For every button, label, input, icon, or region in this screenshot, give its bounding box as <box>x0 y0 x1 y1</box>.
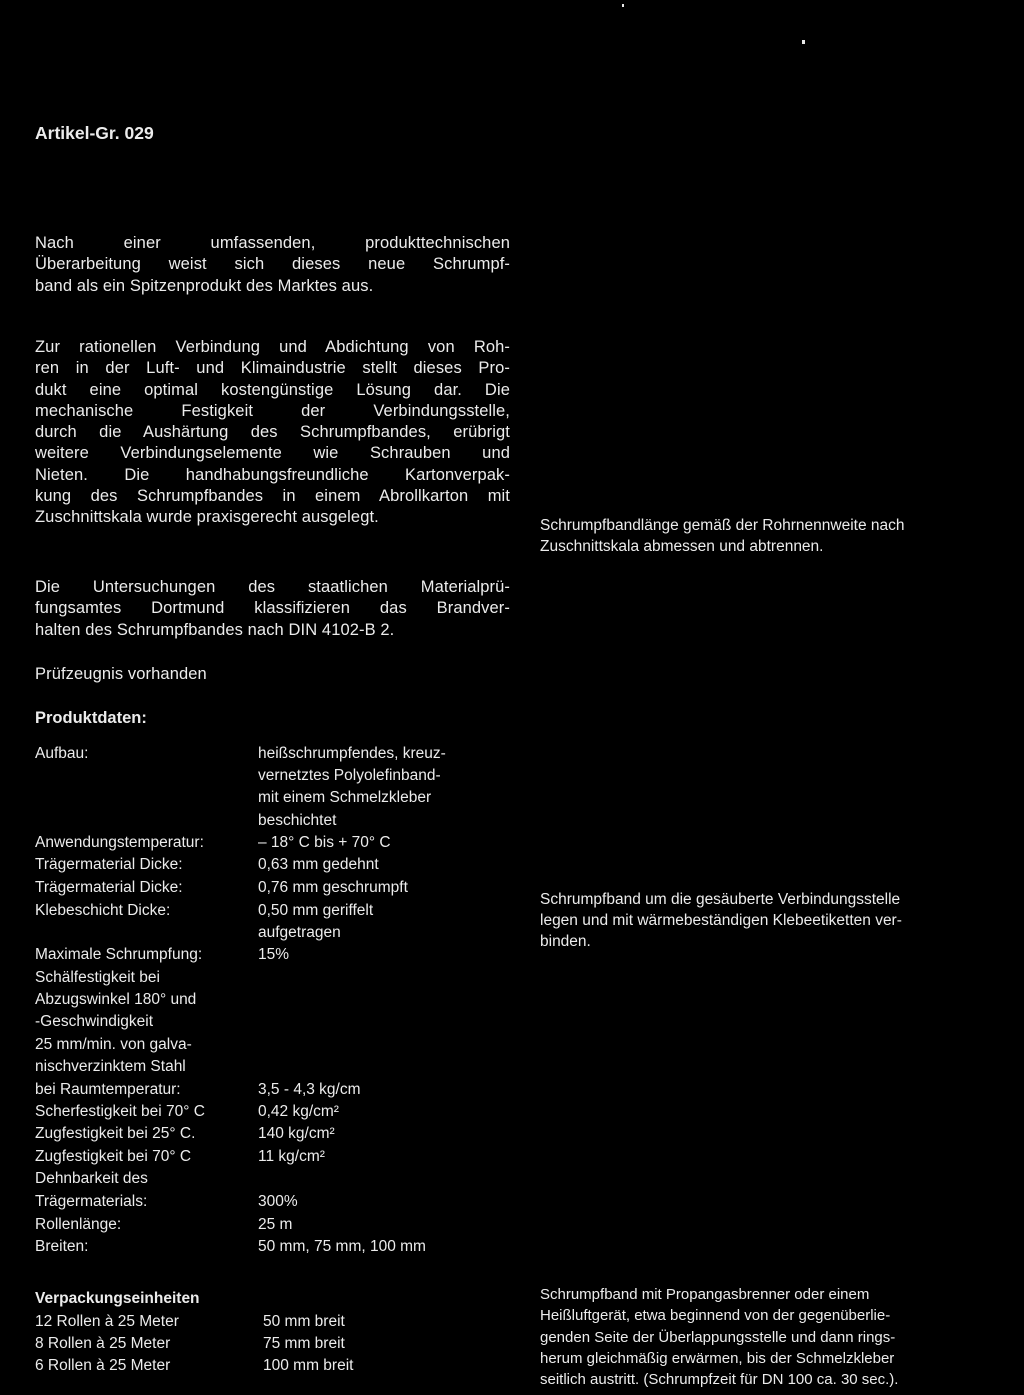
row-value: 0,63 mm gedehnt <box>258 856 379 873</box>
row-value: vernetztes Polyolefinband- <box>258 767 441 784</box>
row-label: Dehnbarkeit des <box>35 1170 148 1187</box>
text-line: dukt eine optimal kostengünstige Lösung dar. Die <box>35 380 510 399</box>
text-line: band als ein Spitzenprodukt des Marktes aus. <box>35 276 374 295</box>
row-label: Abzugswinkel 180° und <box>35 991 197 1008</box>
text-line: Schrumpfband mit Propangasbrenner oder einem <box>540 1286 870 1303</box>
text-line: herum gleichmäßig erwärmen, bis der Schmelzkleber <box>540 1349 895 1367</box>
packaging-width: 100 mm breit <box>263 1357 354 1374</box>
row-value: 140 kg/cm² <box>258 1125 335 1142</box>
row-label: Maximale Schrumpfung: <box>35 946 203 963</box>
text-line: ren in der Luft- und Klimaindustrie stellt dieses Pro- <box>35 359 510 378</box>
text-line: Nach einer umfassenden, produkttechnischen <box>35 234 510 252</box>
scan-speck <box>802 40 805 44</box>
row-value: aufgetragen <box>258 924 341 941</box>
instruction-step-2 <box>540 889 1020 952</box>
text-line: Heißluftgerät, etwa beginnend von der gegenüberlie- <box>540 1307 891 1325</box>
row-label: Anwendungstemperatur: <box>35 834 204 851</box>
row-label: Scherfestigkeit bei 70° C <box>35 1103 205 1120</box>
row-value: heißschrumpfendes, kreuz- <box>258 745 446 762</box>
row-label: Zugfestigkeit bei 25° C. <box>35 1125 196 1142</box>
text-line: Schrumpfband um die gesäuberte Verbindungsstelle <box>540 891 901 908</box>
packaging-width: 75 mm breit <box>263 1335 345 1352</box>
application-paragraph <box>35 337 510 529</box>
text-line: durch die Aushärtung des Schrumpfbandes, erübrigt <box>35 423 510 442</box>
packaging-width: 50 mm breit <box>263 1313 345 1330</box>
scan-speck <box>622 4 624 7</box>
packaging-quantity: 12 Rollen à 25 Meter <box>35 1313 179 1330</box>
row-label: -Geschwindigkeit <box>35 1013 154 1030</box>
row-value: 11 kg/cm² <box>258 1148 325 1165</box>
certificate-note: Prüfzeugnis vorhanden <box>35 665 207 683</box>
text-line: Zuschnittskala wurde praxisgerecht ausgelegt. <box>35 508 379 527</box>
text-line: mechanische Festigkeit der Verbindungsstelle, <box>35 401 510 420</box>
row-label: Trägermaterial Dicke: <box>35 856 183 873</box>
text-line: Zur rationellen Verbindung und Abdichtung von Roh- <box>35 338 510 356</box>
row-label: Aufbau: <box>35 745 89 762</box>
text-line: genden Seite der Überlappungsstelle und dann rings- <box>540 1328 896 1346</box>
text-line: Schrumpfbandlänge gemäß der Rohrnennweite nach <box>540 517 905 534</box>
packaging-heading: Verpackungseinheiten <box>35 1290 200 1307</box>
row-value: 0,42 kg/cm² <box>258 1103 339 1120</box>
row-value: 25 m <box>258 1216 293 1233</box>
text-line: Überarbeitung weist sich dieses neue Schrumpf- <box>35 255 510 274</box>
text-line: Zuschnittskala abmessen und abtrennen. <box>540 538 824 555</box>
text-line: Die Untersuchungen des staatlichen Materialprü- <box>35 578 510 596</box>
row-value: 50 mm, 75 mm, 100 mm <box>258 1238 426 1255</box>
row-value: beschichtet <box>258 812 337 829</box>
row-value: 0,50 mm geriffelt <box>258 902 374 919</box>
testing-paragraph <box>35 577 510 641</box>
row-value: 0,76 mm geschrumpft <box>258 879 408 896</box>
text-line: halten des Schrumpfbandes nach DIN 4102-B 2. <box>35 620 395 639</box>
row-label: Rollenlänge: <box>35 1216 122 1233</box>
row-value: mit einem Schmelzkleber <box>258 789 432 806</box>
packaging-quantity: 8 Rollen à 25 Meter <box>35 1335 171 1352</box>
text-line: seitlich austritt. (Schrumpfzeit für DN 100 ca. 30 sec.). <box>540 1371 899 1389</box>
packaging-quantity: 6 Rollen à 25 Meter <box>35 1357 171 1374</box>
text-line: kung des Schrumpfbandes in einem Abrollkarton mit <box>35 487 510 506</box>
row-label: Trägermaterial Dicke: <box>35 879 183 896</box>
instruction-step-1 <box>540 515 1020 557</box>
text-line: legen und mit wärmebeständigen Klebeetiketten ver- <box>540 912 902 929</box>
row-label: bei Raumtemperatur: <box>35 1081 181 1098</box>
row-label: Zugfestigkeit bei 70° C <box>35 1148 192 1165</box>
row-value: 15% <box>258 946 290 963</box>
row-label: nischverzinktem Stahl <box>35 1058 186 1075</box>
instruction-step-3 <box>540 1284 1020 1390</box>
text-line: weitere Verbindungselemente wie Schrauben und <box>35 444 510 463</box>
row-label: 25 mm/min. von galva- <box>35 1036 192 1053</box>
row-value: 3,5 - 4,3 kg/cm <box>258 1081 361 1098</box>
text-line: fungsamtes Dortmund klassifizieren das Brandver- <box>35 599 510 618</box>
row-label: Schälfestigkeit bei <box>35 969 160 986</box>
row-value: 300% <box>258 1193 298 1210</box>
text-line: Nieten. Die handhabungsfreundliche Kartonverpak- <box>35 465 510 484</box>
article-group-heading: Artikel-Gr. 029 <box>35 123 154 143</box>
row-label: Klebeschicht Dicke: <box>35 902 171 919</box>
row-value: – 18° C bis + 70° C <box>258 834 391 851</box>
text-line: binden. <box>540 933 591 950</box>
row-label: Breiten: <box>35 1238 89 1255</box>
product-data-heading: Produktdaten: <box>35 709 147 727</box>
intro-paragraph <box>35 233 510 297</box>
row-label: Trägermaterials: <box>35 1193 148 1210</box>
